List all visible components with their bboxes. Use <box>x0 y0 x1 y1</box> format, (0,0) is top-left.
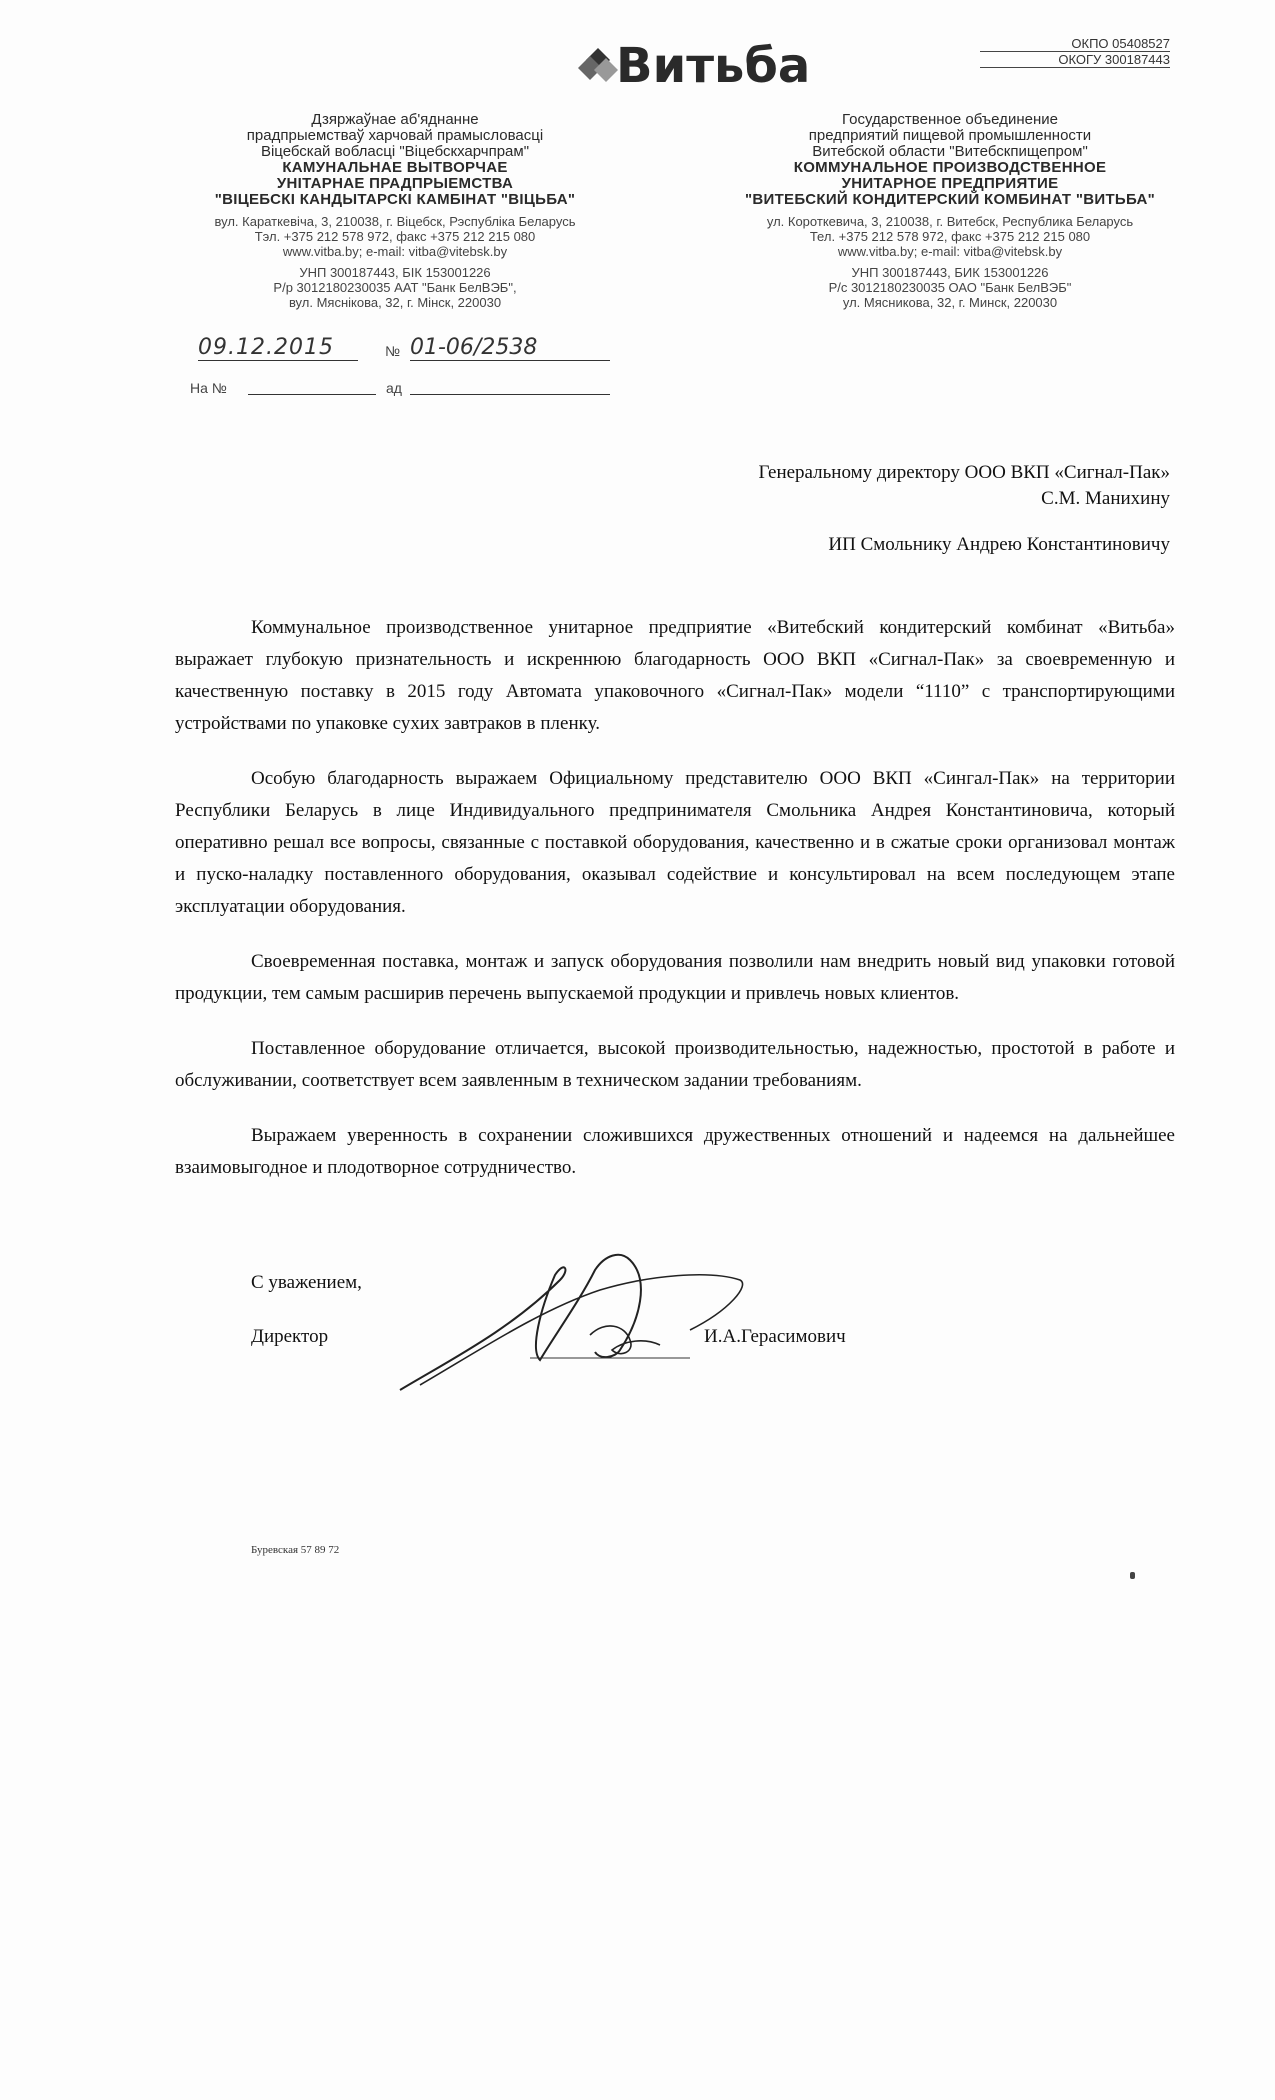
executor-note: Буревская 57 89 72 <box>251 1544 340 1556</box>
addressee-line1: Генеральному директору ООО ВКП «Сигнал-Пак» <box>758 462 1170 483</box>
addressee-line3: ИП Смольнику Андрею Константиновичу <box>828 534 1170 555</box>
logo-text: Витьба <box>616 38 811 94</box>
addressee-line2: С.М. Манихину <box>1041 488 1170 509</box>
header-ru-line6: "ВИТЕБСКИЙ КОНДИТЕРСКИЙ КОМБИНАТ "ВИТЬБА" <box>744 191 1156 208</box>
scan-speck <box>1130 1572 1135 1579</box>
body-paragraph-5: Выражаем уверенность в сохранении сложившихся дружественных отношений и надеемся на дальнейшее взаимовыгодное и плодотворное сотрудничество. <box>175 1125 1175 1178</box>
header-ru-address: ул. Короткевича, 3, 210038, г. Витебск, Республика Беларусь <box>766 214 1134 229</box>
reference-date-label: ад <box>386 380 402 396</box>
header-ru-phone: Тел. +375 212 578 972, факс +375 212 215 080 <box>809 229 1091 244</box>
header-ru-line3: Витебской области "Витебскпищепром" <box>812 143 1088 160</box>
body-paragraph-4: Поставленное оборудование отличается, высокой производительностью, надежностью, простотой в работе и обслуживании, соответствует всем заявленным в техническом задании требованиям. <box>175 1038 1175 1091</box>
header-ru-line2: предприятий пищевой промышленности <box>808 127 1092 144</box>
outgoing-date: 09.12.2015 <box>198 335 358 361</box>
reference-number-blank <box>248 394 376 395</box>
header-by-line3: Віцебскай вобласці "Віцебскхарчпрам" <box>260 143 530 160</box>
header-ru-unp: УНП 300187443, БИК 153001226 <box>851 265 1049 280</box>
closing-regards: С уважением, <box>251 1272 362 1293</box>
header-by-web: www.vitba.by; e-mail: vitba@vitebsk.by <box>282 244 508 259</box>
header-by-account: Р/р 3012180230035 ААТ "Банк БелВЭБ", <box>273 280 517 295</box>
number-label: № <box>385 343 401 359</box>
reference-date-blank <box>410 394 610 395</box>
header-ru-line1: Государственное объединение <box>842 111 1058 128</box>
header-belarusian <box>185 112 605 310</box>
header-ru-bank-address: ул. Мясникова, 32, г. Минск, 220030 <box>842 295 1058 310</box>
header-by-line5: УНІТАРНАЕ ПРАДПРЫЕМСТВА <box>276 175 514 192</box>
header-ru-account: Р/с 3012180230035 ОАО "Банк БелВЭБ" <box>828 280 1072 295</box>
body-paragraph-1: Коммунальное производственное унитарное предприятие «Витебский кондитерский комбинат «Витьба» выражает глубокую признательность и искреннюю благодарность ООО ВКП «Сигнал-Пак» за своевременную и качественную поставку в 2015 году Автомата упаковочного «Сигнал-Пак» модели “1110” с транспортирующими устройствами по упаковке сухих завтраков в пленку. <box>175 617 1175 734</box>
header-ru-line4: КОММУНАЛЬНОЕ ПРОИЗВОДСТВЕННОЕ <box>793 159 1107 176</box>
signatory-position: Директор <box>251 1326 329 1347</box>
header-ru-line5: УНИТАРНОЕ ПРЕДПРИЯТИЕ <box>841 175 1059 192</box>
header-by-unp: УНП 300187443, БІК 153001226 <box>299 265 491 280</box>
signatory-name: И.А.Герасимович <box>704 1326 846 1347</box>
handwritten-signature <box>390 1240 760 1410</box>
okogu-code: ОКОГУ 300187443 <box>980 52 1170 68</box>
header-ru-web: www.vitba.by; e-mail: vitba@vitebsk.by <box>837 244 1063 259</box>
outgoing-number: 01-06/2538 <box>410 335 610 361</box>
letter-body <box>175 612 1175 1207</box>
header-by-line2: прадпрыемстваў харчовай прамысловасці <box>246 127 544 144</box>
reference-number-label: На № <box>190 380 227 396</box>
header-by-bank-address: вул. Мяснікова, 32, г. Мінск, 220030 <box>288 295 502 310</box>
company-logo <box>568 20 811 100</box>
okpo-code: ОКПО 05408527 <box>980 36 1170 52</box>
addressee-block <box>758 460 1170 512</box>
reference-line <box>190 380 610 400</box>
header-by-address: вул. Караткевіча, 3, 210038, г. Віцебск, Рэспубліка Беларусь <box>214 214 576 229</box>
registration-line <box>190 335 610 365</box>
header-by-line1: Дзяржаўнае аб'яднанне <box>311 111 479 128</box>
body-paragraph-3: Своевременная поставка, монтаж и запуск оборудования позволили нам внедрить новый вид упаковки готовой продукции, тем самым расширив перечень выпускаемой продукции и привлечь новых клиентов. <box>175 951 1175 1004</box>
header-by-line6: "ВІЦЕБСКІ КАНДЫТАРСКІ КАМБІНАТ "ВІЦЬБА" <box>214 191 576 208</box>
header-russian <box>740 112 1160 310</box>
header-by-line4: КАМУНАЛЬНАЕ ВЫТВОРЧАЕ <box>282 159 508 176</box>
header-by-phone: Тэл. +375 212 578 972, факс +375 212 215 080 <box>254 229 536 244</box>
org-codes <box>980 36 1170 68</box>
body-paragraph-2: Особую благодарность выражаем Официальному представителю ООО ВКП «Сингал-Пак» на территории Республики Беларусь в лице Индивидуального предпринимателя Смольника Андрея Константиновича, который оперативно решал все вопросы, связанные с поставкой оборудования, качественно и в сжатые сроки организовал монтаж и пуско-наладку поставленного оборудования, оказывал содействие и консультировал на всем последующем этапе эксплуатации оборудования. <box>175 768 1175 917</box>
addressee-block-2 <box>828 532 1170 558</box>
